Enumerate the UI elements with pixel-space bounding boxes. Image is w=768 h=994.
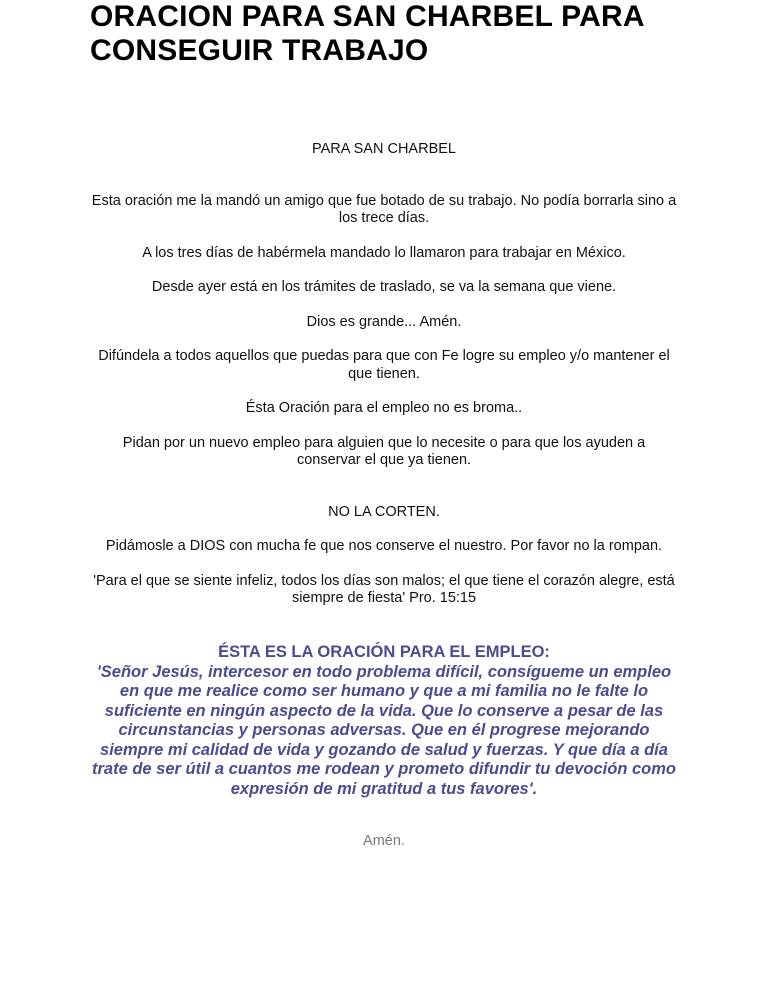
paragraph: Esta oración me la mandó un amigo que fue botado de su trabajo. No podía borrarla sino a los trece días. (91, 192, 677, 226)
warning-text: NO LA CORTEN. (328, 503, 440, 520)
paragraph: A los tres días de habérmela mandado lo llamaron para trabajar en México. (142, 244, 626, 261)
spacer (90, 176, 678, 193)
prayer-heading: ÉSTA ES LA ORACIÓN PARA EL EMPLEO: (218, 643, 550, 661)
paragraph: Dios es grande... Amén. (306, 313, 462, 330)
document-title: ORACION PARA SAN CHARBEL PARA CONSEGUIR TRABAJO (90, 0, 644, 67)
paragraph: Difúndela a todos aquellos que puedas para que con Fe logre su empleo y/o mantener el que tienen. (98, 348, 670, 382)
paragraph: Desde ayer está en los trámites de traslado, se va la semana que viene. (151, 279, 617, 295)
prayer-block (90, 643, 678, 799)
paragraph: Pidámosle a DIOS con mucha fe que nos conserve el nuestro. Por favor no la rompan. (105, 538, 663, 554)
document-body (90, 141, 678, 625)
paragraph: Pidan por un nuevo empleo para alguien que lo necesite o para que los ayuden a conservar el que ya tienen. (122, 434, 646, 468)
subtitle: PARA SAN CHARBEL (312, 141, 456, 157)
amen-text: Amén. (363, 833, 405, 849)
paragraph: Ésta Oración para el empleo no es broma.. (245, 400, 523, 416)
spacer (90, 487, 678, 504)
quote-paragraph: 'Para el que se siente infeliz, todos los días son malos; el que tiene el corazón alegre, está siempre de fiesta' Pro. 15:15 (93, 572, 675, 606)
prayer-text: 'Señor Jesús, intercesor en todo problema difícil, consígueme un empleo en que me realice como ser humano y que a mi familia no le falte lo suficiente en ningún aspecto de la vida. Que lo conserve a pesar de las circunstancias y personas adversas. Que en él progrese mejorando siempre mi calidad de vida y gozando de salud y fuerzas. Y que día a día trate de ser útil a cuantos me rodean y prometo difundir tu devoción como expresión de mi gratitud a tus favores'. (91, 662, 676, 798)
